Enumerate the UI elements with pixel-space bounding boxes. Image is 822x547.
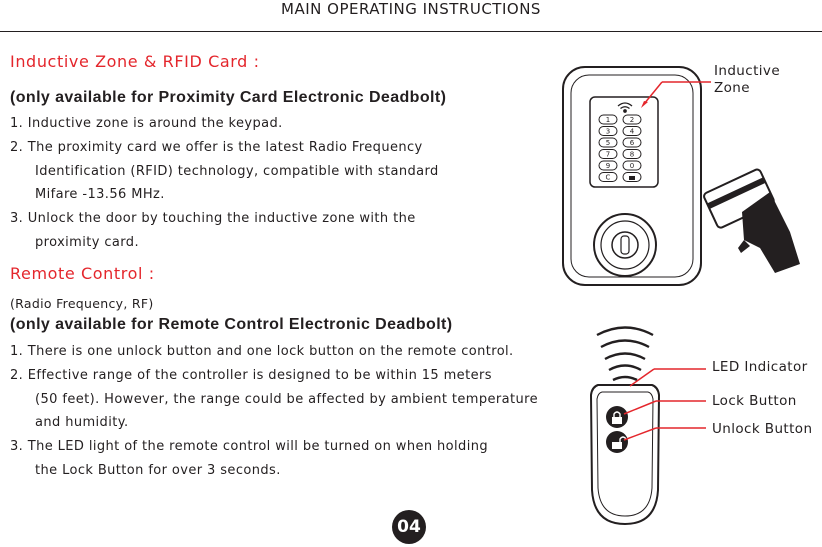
keypad-key-label: 0 xyxy=(629,162,635,171)
keypad-key-5 xyxy=(599,138,617,147)
remote-line-4: and humidity. xyxy=(35,415,129,430)
keypad-key-7 xyxy=(599,150,617,159)
keypad-key-9 xyxy=(599,161,617,170)
keypad-key-label: 3 xyxy=(605,127,611,136)
wifi-icon xyxy=(618,103,632,112)
inductive-zone-arrowhead xyxy=(641,101,648,108)
keypad-key-label: 7 xyxy=(605,150,611,159)
keypad-key-label: 9 xyxy=(605,162,611,171)
lock-button-label: Lock Button xyxy=(712,393,797,409)
keypad-key-8 xyxy=(623,150,641,159)
keypad-key-4 xyxy=(623,127,641,136)
rfid-line-3: Identification (RFID) technology, compatible with standard xyxy=(35,164,439,179)
remote-line-3: (50 feet). However, the range could be affected by ambient temperature xyxy=(35,392,539,407)
rfid-line-2: 2. The proximity card we offer is the latest Radio Frequency xyxy=(10,140,423,155)
keypad-key-6 xyxy=(623,138,641,147)
led-indicator-label: LED Indicator xyxy=(712,359,808,375)
keypad-key-0 xyxy=(623,161,641,170)
keypad-key-label: 8 xyxy=(629,150,635,159)
remote-line-6: the Lock Button for over 3 seconds. xyxy=(35,463,281,478)
rfid-heading: Inductive Zone & RFID Card : xyxy=(10,52,260,71)
keypad-key-label: C xyxy=(605,173,611,182)
remote-control-illustration xyxy=(591,385,659,524)
unlock-button-label: Unlock Button xyxy=(712,421,813,437)
keypad-key-label: 4 xyxy=(629,127,635,136)
keypad-key-3 xyxy=(599,127,617,136)
inductive-zone-label-line-2: Zone xyxy=(714,80,750,96)
rfid-line-6: proximity card. xyxy=(35,235,139,250)
remote-line-2: 2. Effective range of the controller is designed to be within 15 meters xyxy=(10,368,492,383)
keypad-key-label: 2 xyxy=(629,116,635,125)
rfid-availability-note: (only available for Proximity Card Electronic Deadbolt) xyxy=(10,89,447,106)
keypad-lock-icon xyxy=(629,176,635,180)
keypad-key-1 xyxy=(599,115,617,124)
inductive-zone-leader-arrow xyxy=(644,82,662,104)
remote-line-5: 3. The LED light of the remote control will be turned on when holding xyxy=(10,439,488,454)
keypad-key-C xyxy=(599,173,617,182)
keypad-key-label: 1 xyxy=(605,116,611,125)
remote-heading: Remote Control : xyxy=(10,264,155,283)
keypad-key-2 xyxy=(623,115,641,124)
remote-line-1: 1. There is one unlock button and one lock button on the remote control. xyxy=(10,344,514,359)
keypad-key-lock xyxy=(623,173,641,182)
signal-waves-icon xyxy=(597,328,653,381)
page-number-badge: 04 xyxy=(392,510,426,544)
proximity-card-hand-illustration xyxy=(703,168,800,273)
inductive-zone-label-line-1: Inductive xyxy=(714,63,781,79)
rfid-line-4: Mifare -13.56 MHz. xyxy=(35,187,165,202)
remote-subtitle: (Radio Frequency, RF) xyxy=(10,296,154,311)
rfid-line-1: 1. Inductive zone is around the keypad. xyxy=(10,116,283,131)
page-title: MAIN OPERATING INSTRUCTIONS xyxy=(281,0,541,18)
keypad xyxy=(599,115,641,182)
keypad-key-label: 6 xyxy=(629,139,635,148)
keypad-key-label: 5 xyxy=(605,139,611,148)
remote-availability-note: (only available for Remote Control Electronic Deadbolt) xyxy=(10,316,453,333)
rfid-line-5: 3. Unlock the door by touching the inductive zone with the xyxy=(10,211,416,226)
